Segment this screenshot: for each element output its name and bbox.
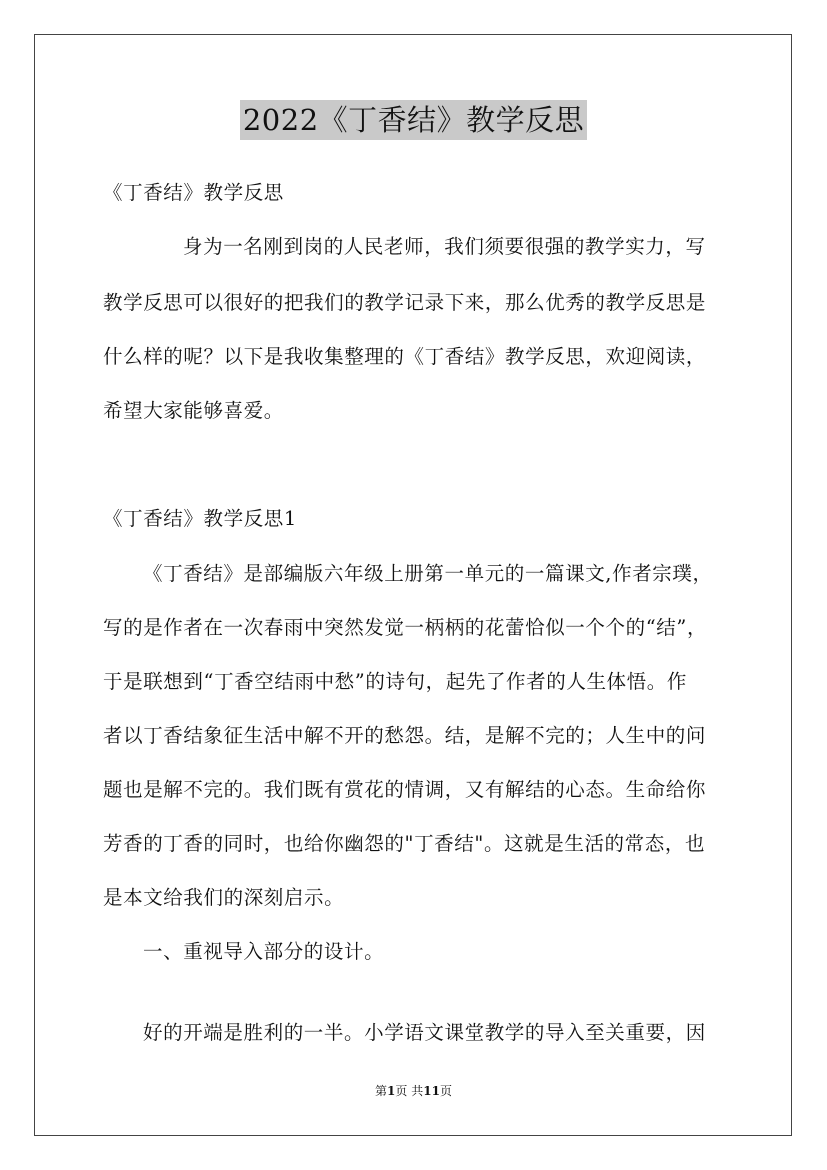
body-line: 芳香的丁香的同时，也给你幽怨的"丁香结"。这就是生活的常态，也 xyxy=(103,832,706,855)
body-line: 者以丁香结象征生活中解不开的愁怨。结，是解不完的；人生中的问 xyxy=(103,724,707,747)
intro-line: 教学反思可以很好的把我们的教学记录下来，那么优秀的教学反思是 xyxy=(103,291,707,314)
document-title: 2022《丁香结》教学反思 xyxy=(240,100,587,140)
subtitle: 《丁香结》教学反思 xyxy=(103,181,284,204)
point-heading: 一、重视导入部分的设计。 xyxy=(143,940,385,963)
intro-line: 身为一名刚到岗的人民老师，我们须要很强的教学实力，写 xyxy=(183,235,706,258)
body-line: 于是联想到“丁香空结雨中愁”的诗句，起先了作者的人生体悟。作 xyxy=(103,670,687,693)
section-heading: 《丁香结》教学反思1 xyxy=(103,507,297,530)
page-footer xyxy=(0,1082,827,1100)
footer-page-current: 1 xyxy=(387,1084,396,1098)
footer-page-mid: 页 共 xyxy=(395,1084,424,1098)
title-container xyxy=(0,100,827,140)
body-line: 《丁香结》是部编版六年级上册第一单元的一篇课文,作者宗璞， xyxy=(143,562,713,585)
body-line: 好的开端是胜利的一半。小学语文课堂教学的导入至关重要，因 xyxy=(143,1021,706,1044)
intro-line: 希望大家能够喜爱。 xyxy=(103,399,284,422)
body-line: 是本文给我们的深刻启示。 xyxy=(103,886,345,909)
intro-line: 什么样的呢？以下是我收集整理的《丁香结》教学反思，欢迎阅读， xyxy=(103,345,707,368)
footer-page-prefix: 第 xyxy=(375,1084,388,1098)
body-line: 题也是解不完的。我们既有赏花的情调，又有解结的心态。生命给你 xyxy=(103,778,707,801)
footer-page-total: 11 xyxy=(423,1084,440,1098)
body-line: 写的是作者在一次春雨中突然发觉一柄柄的花蕾恰似一个个的“结”， xyxy=(103,616,708,639)
footer-page-suffix: 页 xyxy=(439,1084,452,1098)
